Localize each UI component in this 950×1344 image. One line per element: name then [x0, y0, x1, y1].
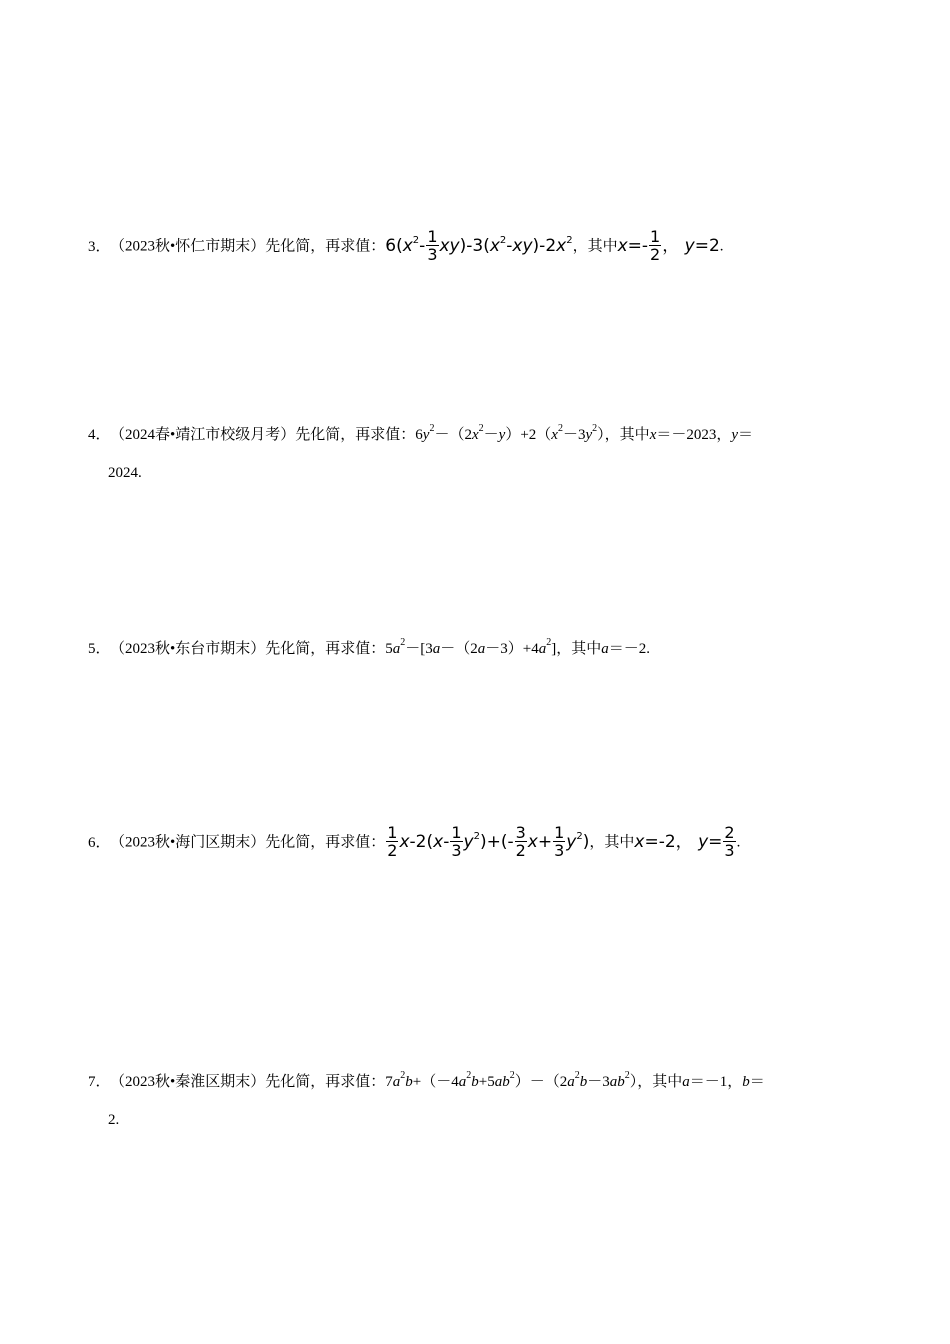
problem-condition: a＝－1，b＝ [682, 1074, 765, 1090]
problem-instruction: 先化简，再求值： [295, 427, 416, 443]
problem-instruction: 先化简，再求值： [265, 1074, 386, 1090]
problem-continuation: 2. [108, 1112, 120, 1128]
problem-continuation: 2024. [108, 465, 142, 481]
problem-condition: x＝－2023，y＝ [649, 427, 754, 443]
problem-tail: . [719, 238, 724, 255]
problem-instruction: 先化简，再求值： [265, 238, 386, 255]
problem-expression: $6(x^2-$ $\frac{1}{3}$ $xy)-3(x^2-xy)-2x^2$ [385, 227, 573, 264]
problem-tail: . [646, 641, 651, 657]
problem-number: 7． [88, 1074, 111, 1090]
problem-instruction: 先化简，再求值： [265, 834, 386, 851]
problem-number: 5． [88, 641, 111, 657]
problem-condition: x=-2， y= $\frac{2}{3}$ [634, 823, 735, 860]
problem-number: 3． [88, 238, 111, 255]
problem-source: （2024春•靖江市校级月考） [110, 427, 296, 443]
problem-condition: x=- $\frac{1}{2}$ ， y=2 [617, 227, 720, 264]
problem-source: （2023秋•怀仁市期末） [110, 238, 266, 255]
problem-where: ，其中 [572, 238, 618, 255]
problem-where: ，其中 [556, 641, 602, 657]
problem-where: ，其中 [589, 834, 635, 851]
problem-expression: $6y^2-(2x^2-y)+2(x^2-3y^2)$ [415, 423, 605, 443]
problem-condition: a＝－2 [601, 641, 647, 657]
problem-expression: $5a^2-[3a-(2a-3)+4a^2]$ [385, 637, 557, 657]
problem-expression: $\frac{1}{2}$ x-2(x- $\frac{1}{3}$ $y^2)+(-$ $\frac{3}{2}$ x+ $\frac{1}{3}$ $y^2$) [387, 823, 590, 860]
problem-where: ，其中 [637, 1074, 683, 1090]
problem-where: ，其中 [604, 427, 650, 443]
problem-tail: . [736, 834, 741, 851]
problem-source: （2023秋•秦淮区期末） [110, 1074, 266, 1090]
problem-expression: $7a^2b+(-4a^2b+5ab^2)-(2a^2b-3ab^2)$ [385, 1070, 638, 1090]
problem-instruction: 先化简，再求值： [265, 641, 386, 657]
problem-number: 6． [88, 834, 111, 851]
problem-source: （2023秋•海门区期末） [110, 834, 266, 851]
problem-source: （2023秋•东台市期末） [110, 641, 266, 657]
problem-number: 4． [88, 427, 111, 443]
